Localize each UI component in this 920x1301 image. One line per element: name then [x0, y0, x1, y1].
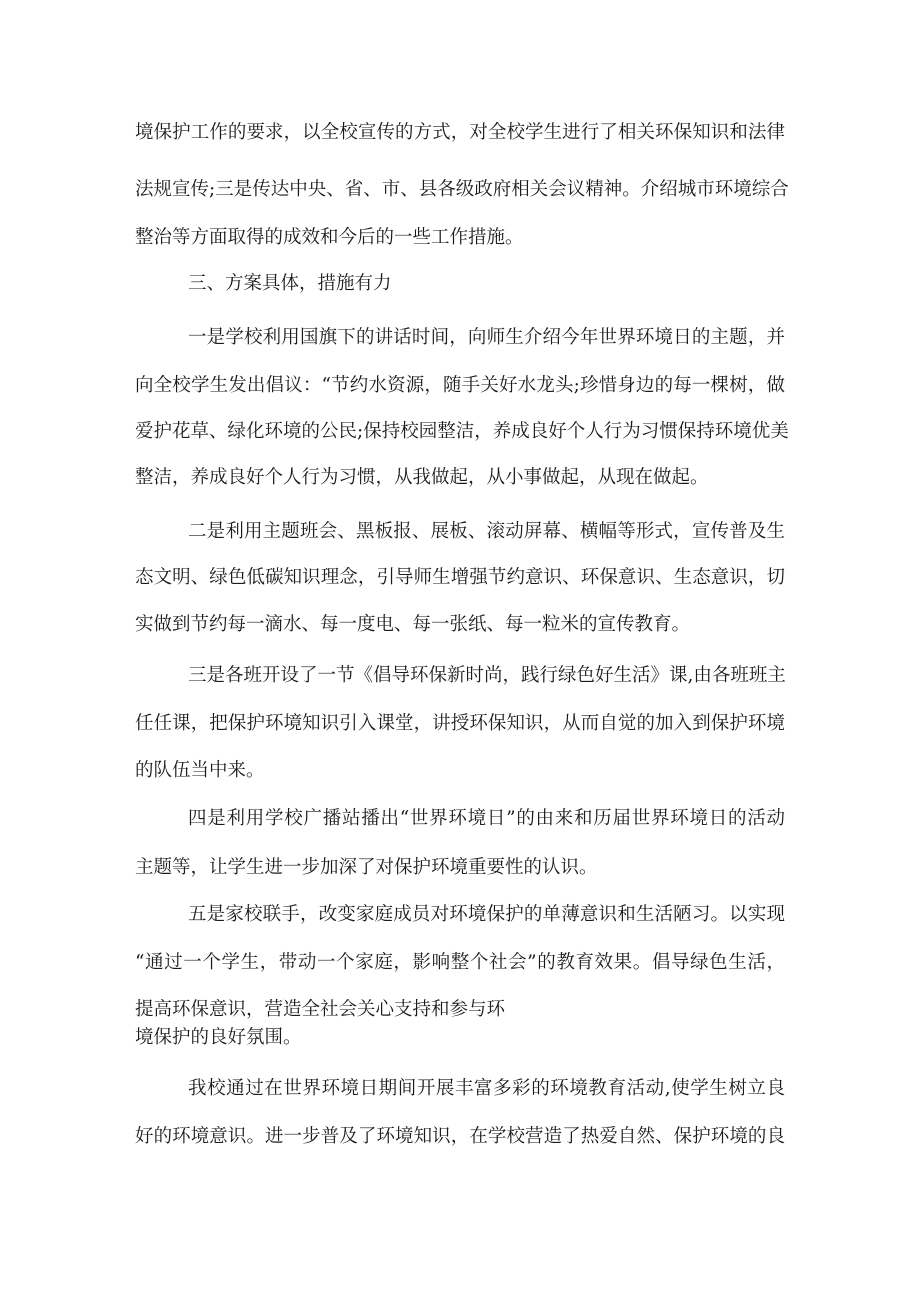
text-line: 境保护的良好氛围。	[135, 1027, 302, 1048]
text-line: 三是各班开设了一节《倡导环保新时尚，践行绿色好生活》课,由各班班主	[188, 665, 786, 686]
text-line: 实做到节约每一滴水、每一度电、每一张纸、每一粒米的宣传教育。	[135, 614, 691, 635]
text-line: 法规宣传;三是传达中央、省、市、县各级政府相关会议精神。介绍城市环境综合	[135, 179, 789, 200]
text-line: 一是学校利用国旗下的讲话时间，向师生介绍今年世界环境日的主题，并	[188, 327, 785, 348]
text-line: 任任课，把保护环境知识引入课堂，讲授环保知识，从而自觉的加入到保护环境	[135, 713, 785, 734]
text-line: 提高环保意识，营造全社会关心支持和参与环	[135, 999, 506, 1020]
section-heading: 三、方案具体，措施有力	[188, 273, 392, 294]
text-line: 我校通过在世界环境日期间开展丰富多彩的环境教育活动,使学生树立良	[188, 1078, 785, 1099]
text-line: 态文明、绿色低碳知识理念，引导师生增强节约意识、环保意识、生态意识，切	[135, 567, 785, 588]
text-line: 整治等方面取得的成效和今后的一些工作措施。	[135, 227, 524, 248]
text-line: 整洁，养成良好个人行为习惯，从我做起，从小事做起，从现在做起。	[135, 467, 709, 488]
text-line: 好的环境意识。进一步普及了环境知识，在学校营造了热爱自然、保护环境的良	[135, 1126, 785, 1147]
text-line: 主题等，让学生进一步加深了对保护环境重要性的认识。	[135, 857, 598, 878]
text-line: 五是家校联手，改变家庭成员对环境保护的单薄意识和生活陋习。以实现	[188, 904, 785, 925]
text-line: 四是利用学校广播站播出“世界环境日”的由来和历届世界环境日的活动	[188, 808, 785, 829]
text-line: 二是利用主题班会、黑板报、展板、滚动屏幕、横幅等形式，宣传普及生	[188, 521, 785, 542]
text-line: 的队伍当中来。	[135, 760, 265, 781]
text-line: 境保护工作的要求，以全校宣传的方式，对全校学生进行了相关环保知识和法律	[135, 122, 785, 143]
text-line: 爱护花草、绿化环境的公民;保持校园整洁，养成良好个人行为习惯保持环境优美	[135, 421, 789, 442]
text-line: 向全校学生发出倡议：“节约水资源，随手关好水龙头;珍惜身边的每一棵树，做	[135, 375, 785, 396]
text-line: “通过一个学生，带动一个家庭，影响整个社会”的教育效果。倡导绿色生活，	[135, 952, 785, 973]
